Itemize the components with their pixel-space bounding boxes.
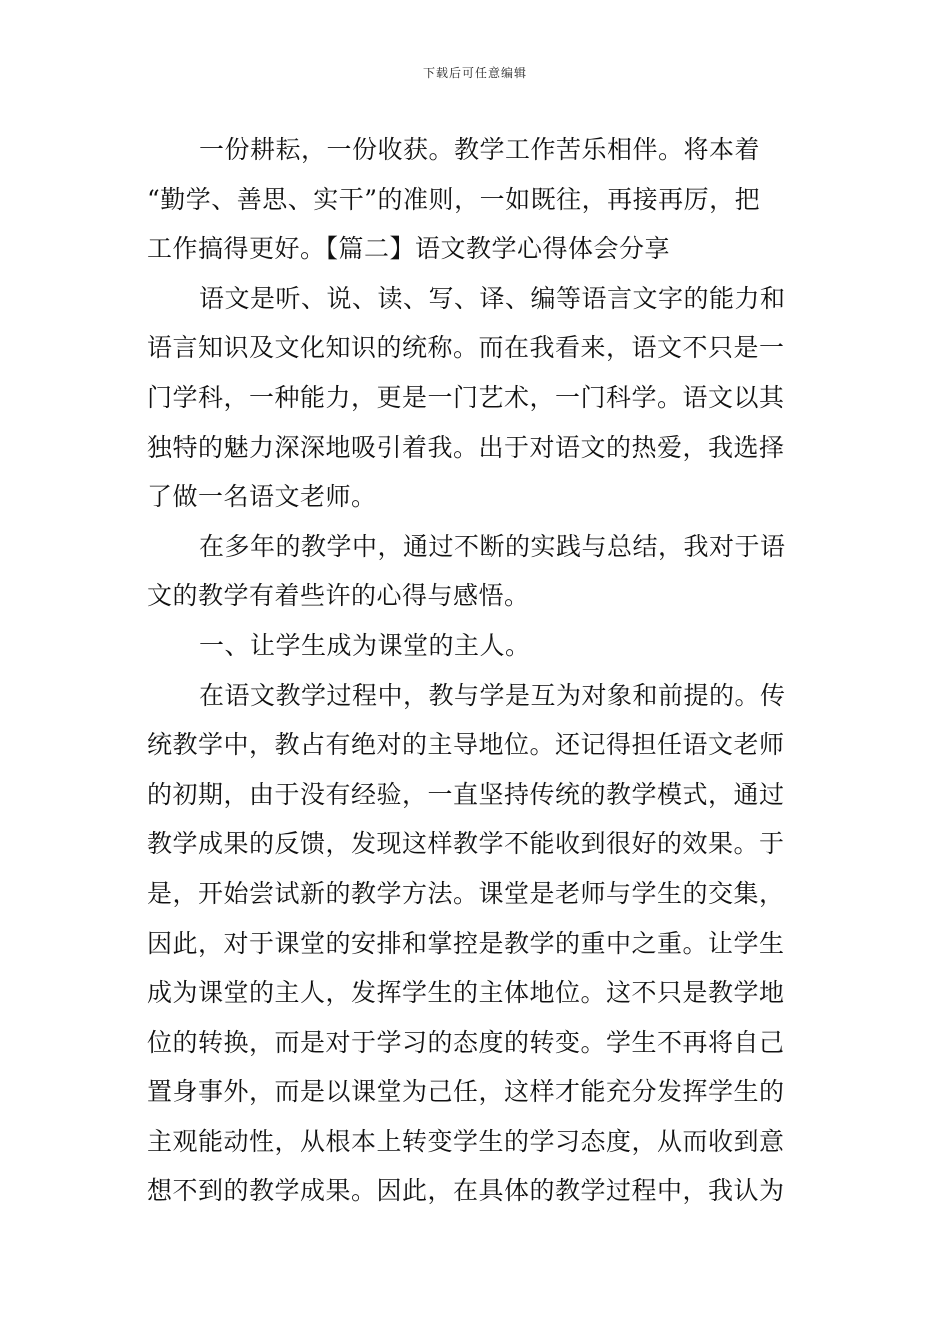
document-body: [147, 125, 807, 1216]
text-line: 一份耕耘，一份收获。教学工作苦乐相伴。将本着: [199, 135, 761, 164]
text-line: 置身事外，而是以课堂为己任，这样才能充分发挥学生的: [147, 1077, 785, 1107]
text-line: 教学成果的反馈，发现这样教学不能收到很好的效果。于: [147, 829, 785, 859]
text-line: 语言知识及文化知识的统称。而在我看来，语文不只是一: [147, 333, 785, 363]
section-heading: [147, 621, 807, 671]
paragraph-1: [147, 125, 807, 274]
paragraph-2: [147, 274, 807, 522]
text-line: 语文是听、说、读、写、译、编等语言文字的能力和: [199, 283, 786, 313]
paragraph-3: [147, 522, 807, 621]
paragraph-4: [147, 671, 807, 1217]
text-line: 想不到的教学成果。因此，在具体的教学过程中，我认为: [147, 1176, 785, 1206]
text-line: 在多年的教学中，通过不断的实践与总结，我对于语: [199, 531, 786, 561]
text-line: 门学科，一种能力，更是一门艺术，一门科学。语文以其: [147, 382, 785, 412]
text-line: 位的转换，而是对于学习的态度的转变。学生不再将自己: [147, 1027, 785, 1057]
text-line: 独特的魅力深深地吸引着我。出于对语文的热爱，我选择: [147, 432, 785, 462]
text-line: 了做一名语文老师。: [147, 482, 377, 512]
section-heading-text: 一、让学生成为课堂的主人。: [199, 630, 531, 660]
text-line: 统教学中，教占有绝对的主导地位。还记得担任语文老师: [147, 730, 785, 760]
text-line: 成为课堂的主人，发挥学生的主体地位。这不只是教学地: [147, 978, 785, 1008]
text-line: 主观能动性，从根本上转变学生的学习态度，从而收到意: [147, 1126, 785, 1156]
text-line: 因此，对于课堂的安排和掌控是教学的重中之重。让学生: [147, 928, 785, 958]
text-line: 工作搞得更好。【篇二】语文教学心得体会分享: [147, 234, 671, 264]
text-line: 的初期，由于没有经验，一直坚持传统的教学模式，通过: [147, 779, 785, 809]
text-line: “勤学、善思、实干”的准则，一如既往，再接再厉，把: [147, 184, 761, 214]
text-line: 在语文教学过程中，教与学是互为对象和前提的。传: [199, 680, 786, 710]
page-header: 下载后可任意编辑: [422, 66, 527, 80]
text-line: 文的教学有着些许的心得与感悟。: [147, 581, 530, 611]
text-line: 是，开始尝试新的教学方法。课堂是老师与学生的交集，: [147, 878, 785, 908]
